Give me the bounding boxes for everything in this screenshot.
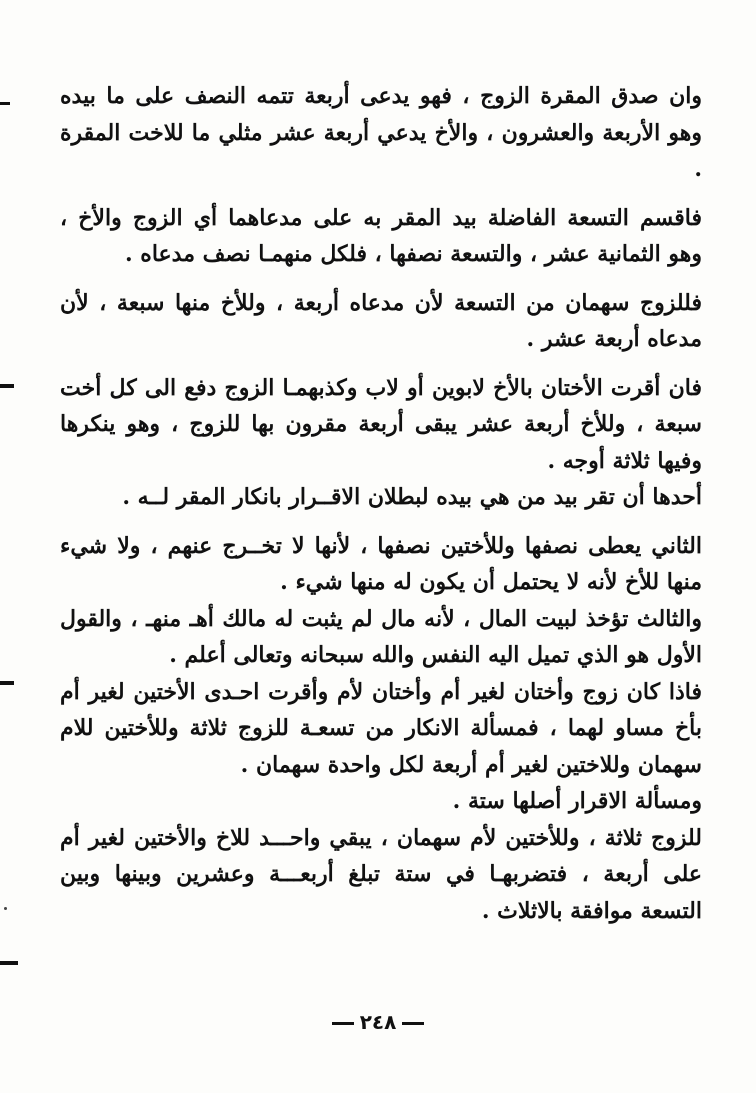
margin-scan-mark: [0, 681, 14, 685]
paragraph-6: الثاني يعطى نصفها وللأختين نصفها ، لأنها لا تخــرج عنهم ، ولا شيء منها للأخ لأنه لا يحتمل أن يكون له منها شيء .: [60, 532, 702, 595]
margin-scan-mark: [0, 384, 14, 388]
page-number: [0, 1010, 756, 1034]
paragraph-2: فاقسم التسعة الفاضلة بيد المقر به على مدعاهما أي الزوج والأخ ، وهو الثمانية عشر ، والتسعة نصفها ، فلكل منهمـا نصف مدعاه .: [60, 204, 702, 267]
margin-scan-mark: [0, 961, 18, 965]
paragraph-5: أحدها أن تقر بيد من هي بيده لبطلان الاقــرار بانكار المقر لــه .: [122, 484, 702, 510]
paragraph-8: فاذا كان زوج وأختان لغير أم وأختان لأم وأقرت احـدى الأختين لغير أم بأخ مساو لهما ، فمسألة الانكار من تسعـة للزوج ثلاثة وللأختين للام سهمان وللاختين لغير أم أربعة لكل واحدة سهمان .: [60, 678, 703, 778]
paragraph-7: والثالث تؤخذ لبيت المال ، لأنه مال لم يثبت له مالك أهـ منهـ ، والقول الأول هو الذي تميل اليه النفس والله سبحانه وتعالى أعلم .: [60, 605, 702, 668]
page-number-value: ٢٤٨: [359, 1010, 397, 1034]
paragraph-10: للزوج ثلاثة ، وللأختين لأم سهمان ، يبقي واحـــد للاخ والأختين لغير أم على أربعة ، فتضربهـا في ستة تبلغ أربعـــة وعشرين وبينها وبين التسعة موافقة بالاثلاث .: [60, 824, 702, 924]
paragraph-3: فللزوج سهمان من التسعة لأن مدعاه أربعة ، وللأخ منها سبعة ، لأن مدعاه أربعة عشر .: [60, 289, 702, 352]
page-number-dash-right: [332, 1022, 354, 1025]
page-body: [60, 78, 702, 1078]
margin-scan-mark: [0, 102, 10, 105]
paragraph-1: وان صدق المقرة الزوج ، فهو يدعى أربعة تتمه النصف على ما بيده وهو الأربعة والعشرون ، والأخ يدعي أربعة عشر مثلي ما للاخت المقرة .: [60, 83, 702, 182]
paragraph-4: فان أقرت الأختان بالأخ لابوين أو لاب وكذبهمـا الزوج دفع الى كل أخت سبعة ، وللأخ أربعة عشر يبقى أربعة مقرون بها للزوج ، وهو ينكرها وفيها ثلاثة أوجه .: [60, 374, 702, 474]
paragraph-9: ومسألة الاقرار أصلها ستة .: [452, 788, 702, 814]
page-number-dash-left: [402, 1022, 424, 1025]
margin-scan-dot: [4, 907, 7, 910]
